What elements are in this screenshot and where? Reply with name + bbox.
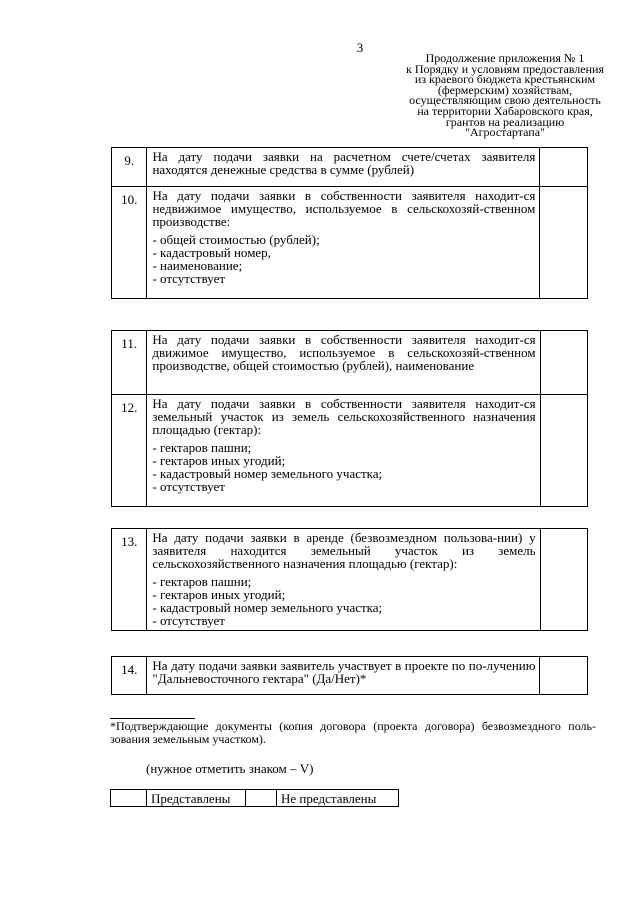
value-cell[interactable] [540, 657, 588, 695]
header-line: (фермерским) хозяйствам, [437, 82, 573, 97]
row-number: 10. [112, 187, 147, 299]
header-line: Продолжение приложения № 1 [425, 51, 585, 65]
row-number: 13. [112, 529, 147, 631]
list-item: - кадастровый номер, [152, 245, 271, 260]
list-item: - отсутствует [152, 271, 226, 286]
table-row [112, 657, 588, 695]
list-item: - кадастровый номер земельного участка; [152, 466, 383, 481]
row-number: 12. [112, 395, 147, 507]
list-item: - наименование; [152, 258, 243, 273]
row-text: На дату подачи заявки заявитель участвует в проекте по по-лучению "Дальневосточного гектара" (Да/Нет)* [147, 657, 540, 695]
row-text: На дату подачи заявки в собственности заявителя находит-ся движимое имущество, используемое в сельскохозяй-ственном производстве, общей стоимостью (рублей), наименование [147, 331, 540, 395]
list-item: - гектаров пашни; [152, 440, 252, 455]
table-row [112, 148, 588, 187]
value-cell[interactable] [540, 529, 587, 631]
row-text: На дату подачи заявки в собственности заявителя находит-ся недвижимое имущество, используемое в сельскохозяй-ственном производстве: - общей стоимостью (рублей); - кадастровый номер, - наименование; - отсутствует [147, 187, 540, 299]
list-item: - отсутствует [152, 613, 225, 628]
requirements-table-4 [111, 656, 588, 695]
list-item: - гектаров иных угодий; [152, 453, 286, 468]
not-presented-checkbox-cell[interactable] [246, 790, 277, 807]
list-item: - отсутствует [152, 479, 225, 494]
table-row [112, 331, 588, 395]
not-presented-label: Не представлены [277, 790, 399, 807]
value-cell[interactable] [540, 187, 588, 299]
header-line: на территории Хабаровского края, [417, 103, 593, 118]
documents-mark-table [110, 789, 399, 807]
row-number: 11. [112, 331, 147, 395]
requirements-table-3 [111, 528, 588, 631]
table-row [111, 790, 399, 807]
value-cell[interactable] [540, 331, 587, 395]
header-line: осуществляющим свою деятельность [409, 93, 601, 108]
list-item: - гектаров пашни; [152, 574, 252, 589]
row-number: 14. [112, 657, 147, 695]
table-row [112, 529, 588, 631]
requirements-table-1 [111, 147, 588, 299]
header-line: из краевого бюджета крестьянским [414, 72, 596, 87]
presented-checkbox-cell[interactable] [111, 790, 147, 807]
row-text: На дату подачи заявки на расчетном счете/счетах заявителя находятся денежные средства в сумме (рублей) [147, 148, 540, 187]
row-text: На дату подачи заявки в аренде (безвозмездном пользова-нии) у заявителя находится земельный участок из земель сельскохозяйственного назначения площадью (гектар): - гектаров пашни; - гектаров иных угодий; - кадастровый номер земельного участка; - отсутствует [147, 529, 540, 631]
list-item: - гектаров иных угодий; [152, 587, 286, 602]
footnote: *Подтверждающие документы (копия договора (проекта договора) безвозмездного поль-зования земельным участком). [110, 719, 596, 746]
appendix-header [390, 53, 620, 138]
value-cell[interactable] [540, 395, 587, 507]
presented-label: Представлены [147, 790, 246, 807]
page-number: 3 [356, 40, 364, 55]
requirements-table-2 [111, 330, 588, 507]
header-line: к Порядку и условиям предоставления [406, 61, 604, 76]
value-cell[interactable] [540, 148, 588, 187]
header-line: "Агростартапа" [465, 125, 545, 140]
mark-instruction: (нужное отметить знаком – V) [146, 761, 314, 776]
table-row [112, 187, 588, 299]
row-text: На дату подачи заявки в собственности заявителя находит-ся земельный участок из земель сельскохозяйственного назначения площадью (гектар): - гектаров пашни; - гектаров иных угодий; - кадастровый номер земельного участка; - отсутствует [147, 395, 540, 507]
table-row [112, 395, 588, 507]
list-item: - кадастровый номер земельного участка; [152, 600, 383, 615]
row-number: 9. [112, 148, 147, 187]
header-line: грантов на реализацию [445, 114, 565, 129]
list-item: - общей стоимостью (рублей); [152, 232, 320, 247]
